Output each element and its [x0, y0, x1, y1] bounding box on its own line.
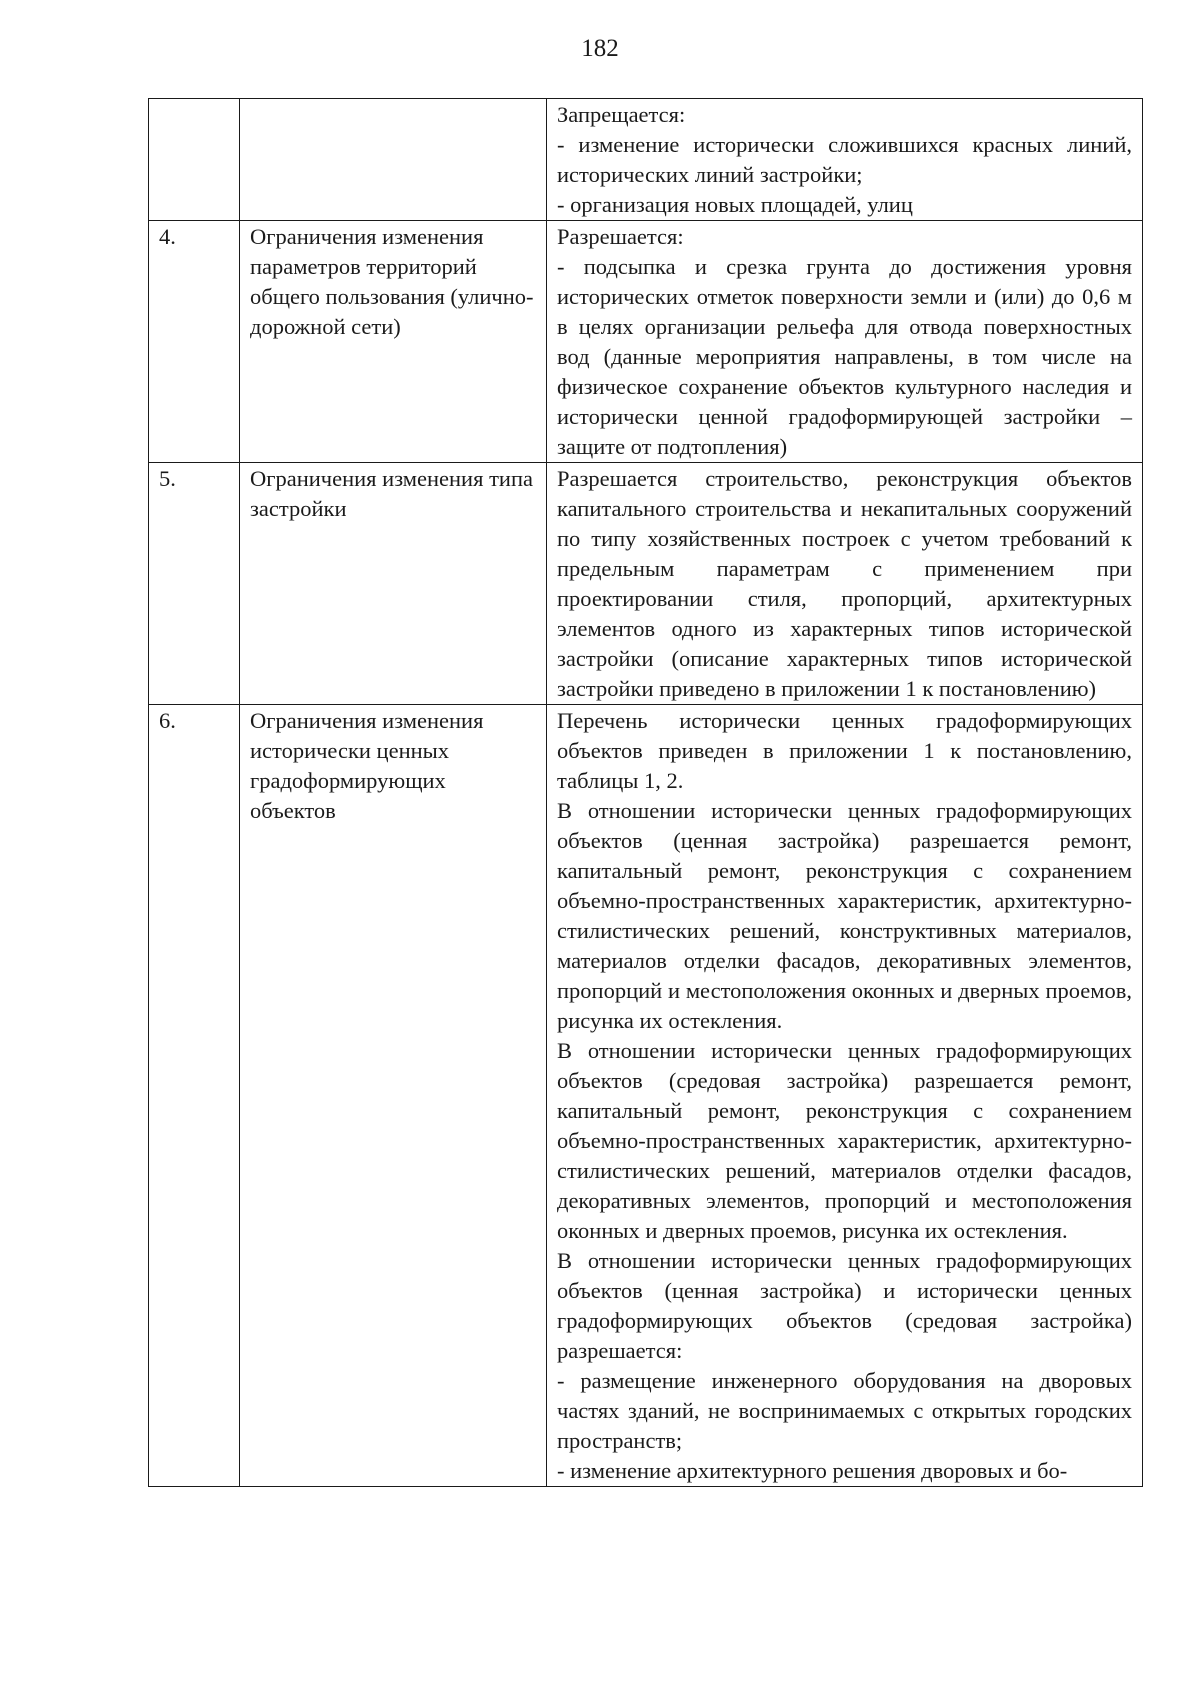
row-number-cell [149, 463, 240, 705]
restriction-name-cell [240, 221, 547, 463]
restriction-description-cell [547, 705, 1143, 1487]
restriction-name-cell [240, 99, 547, 221]
restriction-name: Ограничения изменения исторически ценных градоформирующих объектов [250, 708, 484, 823]
table-row [149, 99, 1143, 221]
restriction-name-cell [240, 463, 547, 705]
row-number: 5. [159, 466, 176, 491]
restriction-name: Ограничения изменения параметров территорий общего пользования (улично-дорожной сети) [250, 224, 534, 339]
description-paragraph: Запрещается: [557, 102, 686, 127]
table-row [149, 463, 1143, 705]
restriction-description-cell [547, 463, 1143, 705]
description-paragraph: - организация новых площадей, улиц [557, 192, 913, 217]
description-paragraph: Разрешается строительство, реконструкция объектов капитального строительства и некапитальных сооружений по типу хозяйственных построек с учетом требований к предельным параметрам с применением при проектировании стиля, пропорций, архитектурных элементов одного из характерных типов исторической застройки (описание характерных типов исторической застройки приведено в приложении 1 к постановлению) [557, 466, 1132, 701]
row-number: 4. [159, 224, 176, 249]
page-number: 182 [581, 35, 619, 62]
row-number-cell [149, 705, 240, 1487]
restriction-name-cell [240, 705, 547, 1487]
description-paragraph: В отношении исторически ценных градоформирующих объектов (средовая застройка) разрешается ремонт, капитальный ремонт, реконструкция с сохранением объемно-пространственных характеристик, архитектурно-стилистических решений, материалов отделки фасадов, декоративных элементов, пропорций и местоположения оконных и дверных проемов, рисунка их остекления. [557, 1038, 1132, 1243]
table-row [149, 705, 1143, 1487]
description-paragraph: Перечень исторически ценных градоформирующих объектов приведен в приложении 1 к постановлению, таблицы 1, 2. [557, 708, 1132, 793]
description-paragraph: - размещение инженерного оборудования на дворовых частях зданий, не воспринимаемых с открытых городских пространств; [557, 1368, 1132, 1453]
row-number: 6. [159, 708, 176, 733]
description-paragraph: В отношении исторически ценных градоформирующих объектов (ценная застройка) и исторически ценных градоформирующих объектов (средовая застройка) разрешается: [557, 1248, 1132, 1363]
restriction-description-cell [547, 99, 1143, 221]
description-paragraph: В отношении исторически ценных градоформирующих объектов (ценная застройка) разрешается ремонт, капитальный ремонт, реконструкция с сохранением объемно-пространственных характеристик, архитектурно-стилистических решений, конструктивных материалов, материалов отделки фасадов, декоративных элементов, пропорций и местоположения оконных и дверных проемов, рисунка их остекления. [557, 798, 1132, 1033]
row-number-cell [149, 221, 240, 463]
table-row [149, 221, 1143, 463]
description-paragraph: Разрешается: [557, 224, 684, 249]
row-number-cell [149, 99, 240, 221]
restriction-description-cell [547, 221, 1143, 463]
description-paragraph: - изменение исторически сложившихся красных линий, исторических линий застройки; [557, 132, 1132, 187]
description-paragraph: - подсыпка и срезка грунта до достижения уровня исторических отметок поверхности земли и (или) до 0,6 м в целях организации рельефа для отвода поверхностных вод (данные мероприятия направлены, в том числе на физическое сохранение объектов культурного наследия и исторически ценной градоформирующей застройки – защите от подтопления) [557, 254, 1132, 459]
regulations-table-body [149, 99, 1143, 1487]
description-paragraph: - изменение архитектурного решения дворовых и бо- [557, 1458, 1068, 1483]
restriction-name: Ограничения изменения типа застройки [250, 466, 533, 521]
regulations-table [148, 98, 1143, 1487]
